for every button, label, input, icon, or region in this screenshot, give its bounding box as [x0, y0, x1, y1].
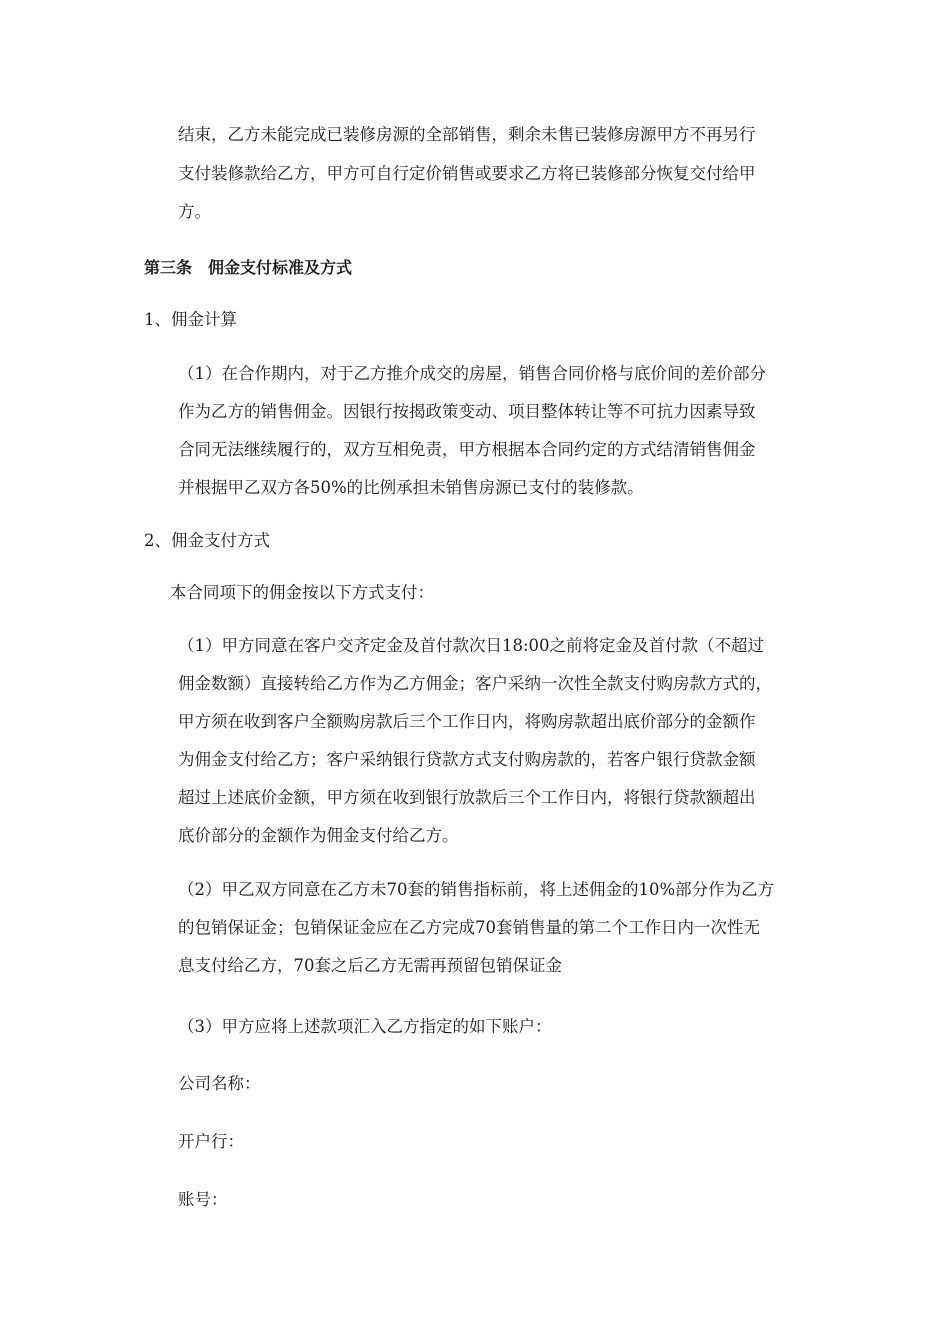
- s1-item1-line-3: 合同无法继续履行的，双方互相免责，甲方根据本合同约定的方式结清销售佣金: [178, 440, 756, 459]
- s2-item2-line-1: （2）甲乙双方同意在乙方未70套的销售指标前，将上述佣金的10%部分作为乙方: [178, 880, 775, 899]
- s2-item1-line-5: 超过上述底价金额，甲方须在收到银行放款后三个工作日内，将银行贷款额超出: [178, 788, 756, 807]
- s2-item2-line-2: 的包销保证金；包销保证金应在乙方完成70套销售量的第二个工作日内一次性无: [178, 918, 760, 937]
- s1-item1-line-1: （1）在合作期内，对于乙方推介成交的房屋，销售合同价格与底价间的差价部分: [178, 364, 766, 383]
- s2-item1-line-6: 底价部分的金额作为佣金支付给乙方。: [178, 826, 459, 845]
- s2-item1-line-2: 佣金数额）直接转给乙方作为乙方佣金；客户采纳一次性全款支付购房款方式的，: [178, 674, 772, 693]
- article-heading: 第三条 佣金支付标准及方式: [144, 258, 353, 277]
- s1-item1-line-4: 并根据甲乙双方各50%的比例承担未销售房源已支付的装修款。: [178, 478, 644, 497]
- continuation-line-1: 结束，乙方未能完成已装修房源的全部销售，剩余未售已装修房源甲方不再另行: [178, 125, 756, 144]
- continuation-line-3: 方。: [178, 202, 211, 221]
- section-1-heading: 1、佣金计算: [144, 310, 237, 329]
- continuation-line-2: 支付装修款给乙方，甲方可自行定价销售或要求乙方将已装修部分恢复交付给甲: [178, 164, 756, 183]
- bank-label: 开户行：: [178, 1132, 244, 1151]
- section-2-heading: 2、佣金支付方式: [144, 531, 270, 550]
- s2-item1-line-4: 为佣金支付给乙方；客户采纳银行贷款方式支付购房款的，若客户银行贷款金额: [178, 750, 756, 769]
- s2-item1-line-3: 甲方须在收到客户全额购房款后三个工作日内，将购房款超出底价部分的金额作: [178, 712, 756, 731]
- s2-item1-line-1: （1）甲方同意在客户交齐定金及首付款次日18:00之前将定金及首付款（不超过: [178, 636, 765, 655]
- account-label: 账号：: [178, 1190, 228, 1209]
- s1-item1-line-2: 作为乙方的销售佣金。因银行按揭政策变动、项目整体转让等不可抗力因素导致: [178, 402, 756, 421]
- company-name-label: 公司名称：: [178, 1074, 261, 1093]
- section-2-intro: 本合同项下的佣金按以下方式支付：: [170, 583, 434, 602]
- s2-item2-line-3: 息支付给乙方，70套之后乙方无需再预留包销保证金: [178, 956, 562, 975]
- s2-item3: （3）甲方应将上述款项汇入乙方指定的如下账户：: [178, 1017, 552, 1036]
